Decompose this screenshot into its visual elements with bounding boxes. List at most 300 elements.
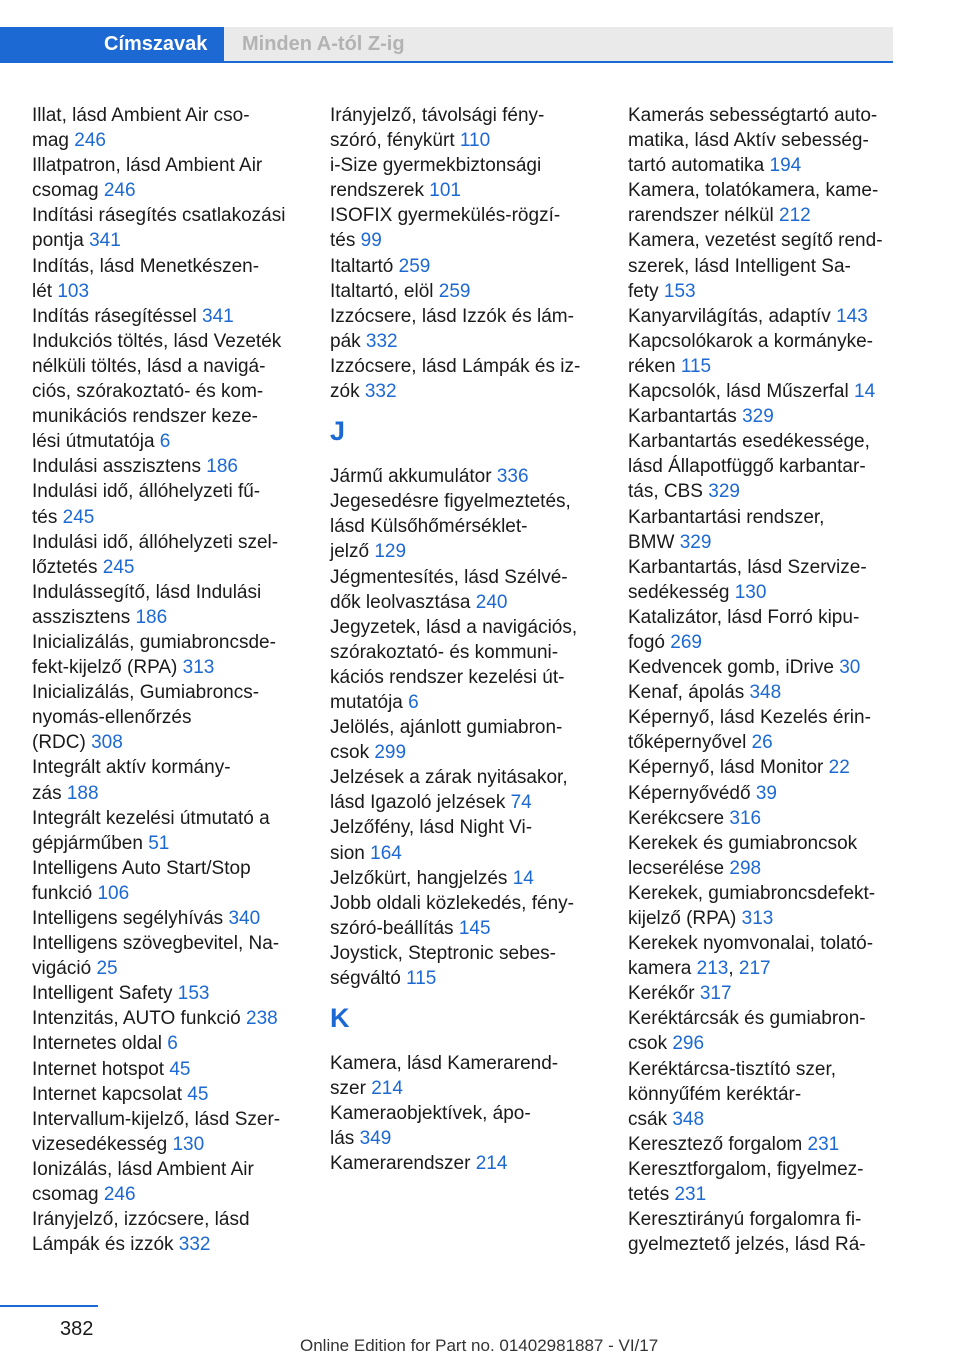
section-letter: K — [330, 1003, 350, 1034]
index-entry — [32, 1207, 304, 1257]
index-entry — [628, 429, 898, 504]
index-entry — [330, 354, 602, 404]
entry-line — [330, 565, 602, 590]
index-entry — [628, 680, 898, 705]
entry-line — [32, 1082, 304, 1107]
entry-text: nélküli töltés, lásd a navigá‐ — [32, 355, 266, 377]
entry-text: tőképernyővel — [628, 732, 747, 754]
page-link[interactable]: 115 — [680, 355, 712, 377]
entry-line — [330, 379, 602, 404]
entry-text: asszisztens — [32, 606, 131, 628]
page-link[interactable]: 308 — [91, 732, 123, 754]
index-entry — [628, 103, 898, 178]
index-entry — [32, 906, 304, 931]
entry-text: rendszerek — [330, 180, 424, 202]
entry-line — [32, 254, 304, 279]
entry-line — [32, 128, 304, 153]
page-link[interactable]: 329 — [708, 481, 740, 503]
index-entry — [32, 479, 304, 529]
entry-text: Indulási idő, állóhelyzeti fű‐ — [32, 481, 261, 503]
entry-text: Kameraobjektívek, ápo‐ — [330, 1103, 531, 1125]
tab-cimszavak[interactable]: Címszavak — [0, 27, 224, 61]
entry-line — [32, 1132, 304, 1157]
index-entry — [330, 103, 602, 153]
index-entry — [32, 981, 304, 1006]
page-link[interactable]: 6 — [408, 691, 419, 713]
index-entry — [330, 1151, 602, 1176]
index-entry — [628, 404, 898, 429]
entry-text: Intelligent Safety — [32, 983, 173, 1005]
entry-text: réken — [628, 355, 676, 377]
entry-line — [628, 429, 898, 454]
entry-line — [330, 966, 602, 991]
entry-line — [628, 329, 898, 354]
entry-line — [330, 941, 602, 966]
page-link[interactable]: 231 — [807, 1133, 840, 1155]
entry-line — [628, 454, 898, 479]
index-entry — [32, 755, 304, 805]
page-link[interactable]: 240 — [475, 591, 508, 613]
tab-minden-a-z[interactable]: Minden A-tól Z-ig — [224, 27, 893, 61]
entry-line — [330, 464, 602, 489]
index-entry — [32, 329, 304, 454]
index-entry — [330, 304, 602, 354]
entry-text: Keréktárcsák és gumiabron‐ — [628, 1008, 866, 1030]
entry-line — [330, 841, 602, 866]
entry-line — [330, 1151, 602, 1176]
edition-footer: Online Edition for Part no. 01402981887 - VI/17 — [300, 1336, 659, 1355]
page-link[interactable]: 313 — [741, 908, 774, 929]
page-link[interactable]: 214 — [371, 1078, 403, 1100]
index-entry — [330, 279, 602, 304]
entry-line — [628, 203, 898, 228]
entry-text: Jobb oldali közlekedés, fény‐ — [330, 892, 574, 914]
entry-text: Jelzőkürt, hangjelzés — [330, 867, 508, 889]
page-link[interactable]: 317 — [699, 983, 732, 1005]
entry-line — [628, 881, 898, 906]
index-entry — [32, 806, 304, 856]
page-link[interactable]: 231 — [674, 1184, 707, 1206]
entry-text: kamera — [628, 958, 692, 980]
entry-line — [330, 1126, 602, 1151]
index-entry — [628, 1157, 898, 1207]
entry-line — [32, 555, 304, 580]
entry-text: Intelligens Auto Start/Stop — [32, 857, 251, 879]
index-entry — [628, 304, 898, 329]
entry-text: Irányjelző, távolsági fény‐ — [330, 105, 545, 126]
entry-line — [628, 228, 898, 253]
entry-text: tetés — [628, 1184, 670, 1206]
entry-text: Képernyő, lásd Monitor — [628, 757, 824, 779]
entry-line — [628, 981, 898, 1006]
entry-text: Izzócsere, lásd Lámpák és iz‐ — [330, 355, 581, 377]
entry-line — [32, 831, 304, 856]
entry-text: Jármű akkumulátor — [330, 466, 492, 488]
index-entry — [32, 103, 304, 153]
entry-text: tartó automatika — [628, 155, 765, 177]
entry-text: csok — [330, 742, 370, 764]
entry-text: gépjárműben — [32, 832, 143, 854]
index-entry — [330, 1051, 602, 1101]
entry-text: Képernyővédő — [628, 782, 751, 804]
page-link[interactable]: 106 — [97, 882, 130, 904]
entry-text: ISOFIX gyermekülés-rögzí‐ — [330, 205, 561, 227]
entry-line — [32, 530, 304, 555]
page-link[interactable]: 245 — [102, 556, 135, 578]
entry-text: fety — [628, 280, 659, 302]
entry-line — [330, 740, 602, 765]
index-entry — [32, 454, 304, 479]
entry-text: fekt-kijelző (RPA) — [32, 657, 178, 679]
entry-line — [32, 379, 304, 404]
entry-text: Kedvencek gomb, iDrive — [628, 657, 834, 679]
entry-line — [628, 153, 898, 178]
entry-text: (RDC) — [32, 732, 86, 754]
entry-text: Indítás, lásd Menetkészen‐ — [32, 255, 260, 277]
entry-line — [628, 1082, 898, 1107]
entry-text: Italtartó, elöl — [330, 280, 434, 302]
entry-line — [628, 404, 898, 429]
entry-line — [330, 304, 602, 329]
entry-text: könnyűfém keréktár‐ — [628, 1083, 802, 1105]
entry-text: nyomás-ellenőrzés — [32, 707, 192, 729]
entry-text: munikációs rendszer keze‐ — [32, 406, 258, 428]
page-link[interactable]: 186 — [206, 456, 238, 478]
entry-line — [628, 856, 898, 881]
entry-line — [32, 1207, 304, 1232]
entry-line — [330, 1076, 602, 1101]
index-entry — [330, 203, 602, 253]
entry-text: csok — [628, 1033, 668, 1055]
index-entry — [32, 304, 304, 329]
entry-line — [330, 640, 602, 665]
entry-text: Irányjelző, izzócsere, lásd — [32, 1209, 250, 1231]
entry-line — [32, 806, 304, 831]
page-link[interactable]: 130 — [172, 1133, 205, 1155]
page-link[interactable]: 214 — [475, 1153, 508, 1175]
entry-line — [628, 103, 898, 128]
page-link[interactable]: 340 — [228, 908, 261, 929]
page-link[interactable]: 74 — [510, 792, 532, 814]
entry-line — [330, 354, 602, 379]
entry-text: Integrált kezelési útmutató a — [32, 807, 270, 829]
entry-line — [628, 530, 898, 555]
entry-line — [32, 1006, 304, 1031]
page-link[interactable]: 30 — [839, 657, 861, 679]
entry-text: Kerekek és gumiabroncsok — [628, 832, 858, 854]
page-link[interactable]: 186 — [135, 606, 168, 628]
index-entry — [32, 530, 304, 580]
entry-line — [330, 254, 602, 279]
page-link[interactable]: 39 — [755, 782, 777, 804]
index-entry — [32, 1082, 304, 1107]
page-link[interactable]: 115 — [406, 968, 437, 989]
entry-line — [628, 178, 898, 203]
page-link[interactable]: 296 — [672, 1033, 705, 1055]
entry-line — [330, 1101, 602, 1126]
page-link[interactable]: 269 — [670, 631, 702, 653]
entry-line — [32, 781, 304, 806]
entry-text: Karbantartás, lásd Szervize‐ — [628, 556, 867, 578]
page-link[interactable]: 26 — [751, 732, 773, 754]
entry-text: sedékesség — [628, 581, 730, 603]
page-link[interactable]: 103 — [57, 280, 90, 302]
entry-line — [32, 580, 304, 605]
entry-line — [330, 665, 602, 690]
page-link[interactable]: 14 — [854, 381, 876, 403]
entry-line — [32, 956, 304, 981]
entry-text: Jelzések a zárak nyitásakor, — [330, 767, 568, 789]
page-link[interactable]: 25 — [96, 958, 118, 980]
page-link[interactable]: 349 — [359, 1128, 392, 1150]
index-entry — [330, 815, 602, 865]
index-entry — [32, 630, 304, 680]
page-link[interactable]: 313 — [182, 657, 215, 679]
entry-text: tás, CBS — [628, 481, 703, 503]
page-link[interactable]: 6 — [159, 431, 171, 453]
index-entry — [330, 891, 602, 941]
page-link[interactable]: 298 — [729, 857, 762, 879]
entry-text: Ionizálás, lásd Ambient Air — [32, 1158, 254, 1180]
entry-line — [628, 279, 898, 304]
index-entry — [628, 555, 898, 605]
page-link[interactable]: 332 — [364, 381, 397, 403]
page-link[interactable]: 329 — [679, 531, 712, 553]
entry-line — [330, 103, 602, 128]
index-entry — [330, 464, 602, 489]
entry-line — [628, 705, 898, 730]
entry-text: Karbantartási rendszer, — [628, 506, 825, 528]
entry-line — [628, 1207, 898, 1232]
page-link[interactable]: 101 — [429, 180, 461, 202]
entry-text: csomag — [32, 180, 99, 202]
entry-text: Kanyarvilágítás, adaptív — [628, 305, 831, 327]
entry-line — [330, 866, 602, 891]
entry-line — [32, 1232, 304, 1257]
page-link[interactable]: 129 — [374, 541, 407, 563]
entry-line — [628, 1057, 898, 1082]
page-link[interactable]: 153 — [177, 983, 210, 1005]
entry-line — [330, 590, 602, 615]
entry-line — [330, 715, 602, 740]
page-link[interactable]: 238 — [246, 1008, 278, 1030]
page-link[interactable]: 212 — [779, 205, 811, 227]
entry-line — [32, 630, 304, 655]
entry-text: Kamerás sebességtartó auto‐ — [628, 105, 878, 126]
index-entry — [32, 1006, 304, 1031]
entry-line — [628, 730, 898, 755]
entry-line — [32, 680, 304, 705]
entry-text: lecserélése — [628, 857, 725, 879]
entry-line — [628, 1182, 898, 1207]
page-link[interactable]: 45 — [187, 1083, 209, 1105]
entry-text: matika, lásd Aktív sebesség‐ — [628, 130, 869, 152]
entry-line — [330, 153, 602, 178]
entry-line — [330, 1051, 602, 1076]
entry-line — [32, 1157, 304, 1182]
index-entry — [628, 505, 898, 555]
index-entry — [32, 1031, 304, 1056]
entry-line — [32, 304, 304, 329]
page-link[interactable]: 130 — [734, 581, 767, 603]
entry-text: Indulási idő, állóhelyzeti szel‐ — [32, 531, 279, 553]
page-link[interactable]: 145 — [458, 917, 491, 939]
page-link[interactable]: 245 — [62, 506, 95, 528]
entry-line — [628, 755, 898, 780]
entry-text: Intelligens segélyhívás — [32, 908, 224, 929]
page-link[interactable]: 341 — [202, 305, 234, 327]
page-link[interactable]: 51 — [148, 832, 170, 854]
index-entry — [330, 565, 602, 615]
page-link[interactable]: 246 — [103, 1184, 136, 1206]
entry-text: csomag — [32, 1184, 99, 1206]
page-link[interactable]: 348 — [672, 1108, 705, 1130]
entry-text: lési útmutatója — [32, 431, 155, 453]
entry-line — [32, 228, 304, 253]
index-entry — [628, 1132, 898, 1157]
entry-text: rarendszer nélkül — [628, 205, 774, 227]
entry-text: mag — [32, 130, 69, 152]
entry-line — [628, 1157, 898, 1182]
entry-text: Keresztirányú forgalomra fi‐ — [628, 1209, 862, 1231]
entry-line — [330, 815, 602, 840]
page-link[interactable]: 341 — [89, 230, 121, 252]
entry-line — [330, 765, 602, 790]
index-entry — [330, 765, 602, 815]
entry-line — [330, 539, 602, 564]
page-link[interactable]: 188 — [66, 782, 99, 804]
entry-line: kamera 213, 217 — [628, 958, 771, 980]
page-link[interactable]: 332 — [365, 330, 398, 352]
entry-line — [32, 931, 304, 956]
entry-text: Keréktárcsa-tisztító szer, — [628, 1058, 837, 1080]
page-link[interactable]: 299 — [374, 742, 407, 764]
page-link[interactable]: 22 — [828, 757, 850, 779]
entry-text: fogó — [628, 631, 665, 653]
entry-text: Indukciós töltés, lásd Vezeték — [32, 330, 282, 352]
page-link[interactable]: 143 — [836, 305, 868, 327]
index-entry — [32, 680, 304, 755]
page-link[interactable]: 336 — [496, 466, 529, 488]
index-entry — [628, 178, 898, 228]
page-link[interactable]: 153 — [663, 280, 696, 302]
entry-line — [32, 1107, 304, 1132]
index-entry — [330, 1101, 602, 1151]
entry-line — [628, 906, 898, 931]
index-entry — [628, 931, 898, 981]
index-entry — [628, 228, 898, 303]
entry-text: szóró, fénykürt — [330, 130, 455, 152]
entry-text: Internetes oldal — [32, 1033, 162, 1055]
page-link[interactable]: 99 — [360, 230, 382, 252]
page-link[interactable]: 348 — [749, 682, 782, 704]
footer-rule — [0, 1305, 98, 1307]
entry-line — [330, 279, 602, 304]
entry-text: szerek, lásd Intelligent Sa‐ — [628, 255, 851, 277]
page-link[interactable]: 259 — [398, 255, 431, 277]
page-link[interactable]: 259 — [438, 280, 471, 302]
page-link[interactable]: 110 — [459, 130, 491, 152]
entry-text: Lámpák és izzók — [32, 1234, 174, 1256]
entry-text: gyelmeztető jelzés, lásd Rá‐ — [628, 1234, 866, 1256]
entry-text: pák — [330, 330, 361, 352]
entry-text: Jegesedésre figyelmeztetés, — [330, 491, 571, 513]
entry-line — [32, 655, 304, 680]
index-entry — [330, 153, 602, 203]
entry-line — [330, 329, 602, 354]
entry-text: Katalizátor, lásd Forró kipu‐ — [628, 606, 860, 628]
index-entry — [628, 755, 898, 780]
page-link[interactable]: 164 — [370, 842, 402, 864]
entry-text: Joystick, Steptronic sebes‐ — [330, 942, 556, 964]
page-link[interactable]: 6 — [167, 1033, 178, 1055]
entry-text: Kenaf, ápolás — [628, 682, 745, 704]
entry-line — [628, 806, 898, 831]
index-entry — [32, 856, 304, 906]
page-link[interactable]: 14 — [512, 867, 534, 889]
entry-line — [628, 505, 898, 530]
index-entry — [628, 1006, 898, 1056]
entry-line — [628, 580, 898, 605]
entry-text: lásd Állapotfüggő karbantar‐ — [628, 456, 866, 478]
page-link[interactable]: 329 — [742, 406, 774, 428]
entry-text: Képernyő, lásd Kezelés érin‐ — [628, 707, 871, 729]
entry-line — [32, 730, 304, 755]
index-entry — [32, 1057, 304, 1082]
page-link[interactable]: 246 — [74, 130, 106, 152]
entry-text: Internet hotspot — [32, 1058, 165, 1080]
page-link[interactable]: 45 — [169, 1058, 191, 1080]
entry-line — [628, 379, 898, 404]
index-entry — [628, 781, 898, 806]
entry-text: Internet kapcsolat — [32, 1083, 182, 1105]
entry-line — [330, 790, 602, 815]
entry-line — [32, 203, 304, 228]
index-entry — [628, 705, 898, 755]
entry-line — [32, 705, 304, 730]
entry-line — [32, 1031, 304, 1056]
page-link[interactable]: 217 — [738, 958, 771, 980]
entry-line — [32, 354, 304, 379]
entry-text: Integrált aktív kormány‐ — [32, 757, 231, 779]
page-link[interactable]: 316 — [729, 807, 762, 829]
page-link[interactable]: 246 — [103, 180, 136, 202]
entry-text: Inicializálás, gumiabroncsde‐ — [32, 631, 276, 653]
entry-text: csák — [628, 1108, 668, 1130]
entry-line — [32, 153, 304, 178]
index-entry — [628, 806, 898, 831]
index-entry — [32, 1107, 304, 1157]
entry-text: Kamera, lásd Kamerarend‐ — [330, 1053, 559, 1075]
page-link[interactable]: 213 — [696, 958, 729, 980]
entry-text: Italtartó — [330, 255, 394, 277]
entry-line — [628, 479, 898, 504]
entry-text: Keresztforgalom, figyelmez‐ — [628, 1158, 864, 1180]
entry-text: szóró-beállítás — [330, 917, 454, 939]
entry-text: ciós, szórakoztató- és kom‐ — [32, 381, 264, 403]
index-entry — [628, 655, 898, 680]
entry-text: Intervallum-kijelző, lásd Szer‐ — [32, 1108, 281, 1130]
entry-line — [32, 404, 304, 429]
entry-text: Kamera, tolatókamera, kame‐ — [628, 180, 879, 202]
entry-text: Illat, lásd Ambient Air cso‐ — [32, 105, 250, 126]
entry-text: mutatója — [330, 691, 403, 713]
index-entry — [628, 329, 898, 379]
page-link[interactable]: 194 — [769, 155, 802, 177]
page-link[interactable]: 332 — [178, 1234, 211, 1256]
index-column-2 — [330, 103, 602, 1177]
section-letter: J — [330, 416, 346, 447]
